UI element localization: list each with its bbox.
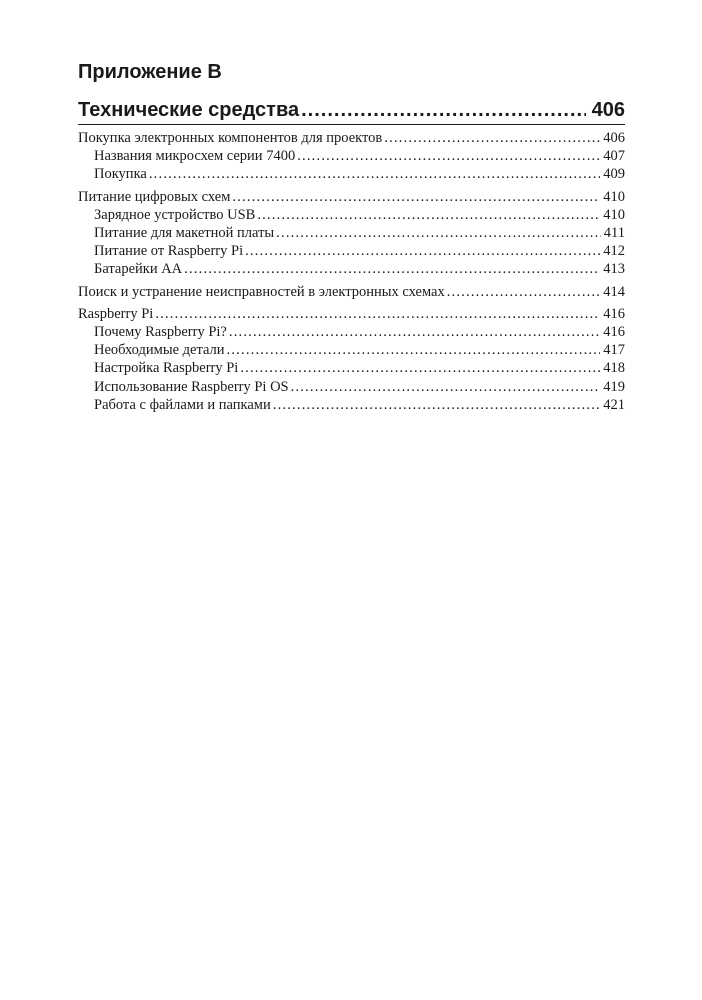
- toc-entry-page: 410: [603, 206, 625, 223]
- toc-entry-page: 419: [603, 378, 625, 395]
- toc-entry-section[interactable]: [78, 305, 625, 323]
- toc-entry-page: 406: [603, 130, 625, 146]
- dot-leader: [291, 378, 601, 396]
- toc-entry-subsection[interactable]: [78, 260, 625, 278]
- toc-entry-subsection[interactable]: [78, 396, 625, 414]
- toc-entry-section[interactable]: [78, 188, 625, 206]
- toc-entry-page: 416: [603, 324, 625, 341]
- toc-entry-title: Поиск и устранение неисправностей в электронных схемах: [78, 283, 445, 300]
- appendix-label: Приложение В: [78, 61, 222, 83]
- toc-entry-section[interactable]: [78, 129, 625, 147]
- toc-entry-subsection[interactable]: [78, 323, 625, 341]
- dot-leader: [273, 396, 601, 414]
- toc-entry-subsection[interactable]: [78, 242, 625, 260]
- toc-entry-subsection[interactable]: [78, 165, 625, 183]
- toc-entry-subsection[interactable]: [78, 206, 625, 224]
- dot-leader: [227, 341, 601, 359]
- toc-entry-title: Использование Raspberry Pi OS: [94, 378, 289, 395]
- toc-entry-title: Батарейки AA: [94, 261, 183, 278]
- toc-entry-subsection[interactable]: [78, 147, 625, 165]
- toc-entry-title: Почему Raspberry Pi?: [94, 324, 227, 341]
- toc-entry-section[interactable]: [78, 283, 625, 301]
- toc-entry-title: Покупка: [94, 166, 147, 183]
- dot-leader: [297, 147, 600, 165]
- chapter-title: Технические средства: [78, 99, 300, 121]
- dot-leader: [229, 323, 600, 341]
- toc-entry-page: 413: [603, 261, 625, 278]
- toc-page: [78, 60, 625, 414]
- toc-entry-page: 409: [603, 166, 625, 183]
- dot-leader: [276, 224, 601, 242]
- toc-entry-title: Питание цифровых схем: [78, 188, 231, 205]
- dot-leader: [384, 129, 600, 147]
- toc-entry-page: 418: [603, 360, 625, 377]
- chapter-heading[interactable]: [78, 98, 625, 125]
- toc-entry-title: Необходимые детали: [94, 342, 225, 359]
- toc-entry-title: Покупка электронных компонентов для проектов: [78, 130, 383, 146]
- toc-entry-page: 416: [603, 305, 625, 322]
- toc-entry-title: Названия микросхем серии 7400: [94, 148, 296, 165]
- toc-entry-title: Настройка Raspberry Pi: [94, 360, 239, 377]
- toc-entry-page: 414: [603, 283, 625, 300]
- toc-entry-title: Питание для макетной платы: [94, 225, 275, 242]
- toc-entry-title: Raspberry Pi: [78, 305, 154, 322]
- toc-entry-subsection[interactable]: [78, 378, 625, 396]
- toc-entry-page: 417: [603, 342, 625, 359]
- toc-entry-title: Зарядное устройство USB: [94, 206, 256, 223]
- dot-leader: [232, 188, 600, 206]
- toc-entry-subsection[interactable]: [78, 224, 625, 242]
- toc-entry-subsection[interactable]: [78, 359, 625, 377]
- dot-leader: [447, 283, 601, 301]
- chapter-page-number: 406: [591, 99, 625, 121]
- dot-leader: [184, 260, 600, 278]
- dot-leader: [245, 242, 600, 260]
- toc-entry-page: 410: [603, 188, 625, 205]
- toc-entry-page: 421: [603, 396, 625, 413]
- toc-entry-page: 412: [603, 243, 625, 260]
- toc-entry-title: Питание от Raspberry Pi: [94, 243, 244, 260]
- toc-entry-page: 407: [603, 148, 625, 165]
- dot-leader: [257, 206, 600, 224]
- dot-leader: [240, 359, 600, 377]
- dot-leader: [149, 165, 600, 183]
- dot-leader: [301, 98, 586, 122]
- dot-leader: [155, 305, 600, 323]
- toc-entry-title: Работа с файлами и папками: [94, 396, 271, 413]
- toc-entry-subsection[interactable]: [78, 341, 625, 359]
- toc-entry-page: 411: [603, 225, 625, 242]
